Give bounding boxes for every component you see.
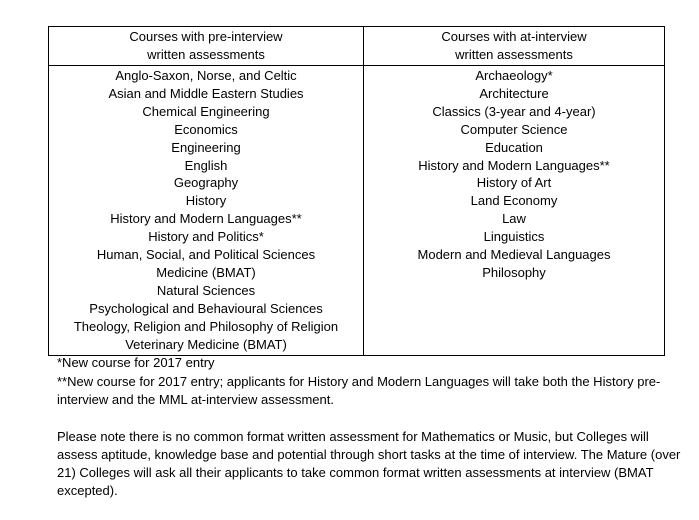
course-item: Classics (3-year and 4-year) — [432, 103, 596, 119]
course-item: History and Modern Languages** — [110, 211, 302, 227]
at-interview-header — [364, 27, 665, 66]
course-item: Veterinary Medicine (BMAT) — [125, 336, 287, 352]
course-item: Chemical Engineering — [142, 103, 270, 119]
course-item: Law — [502, 211, 526, 227]
course-item: History of Art — [476, 175, 552, 191]
course-item: English — [184, 157, 228, 173]
header-line: Courses with at-interview — [441, 29, 587, 44]
table-header-row — [49, 27, 665, 66]
course-item: Engineering — [171, 139, 241, 155]
course-item: Medicine (BMAT) — [156, 264, 256, 280]
course-item: Architecture — [479, 85, 549, 101]
course-item: Linguistics — [483, 229, 545, 245]
course-item: Theology, Religion and Philosophy of Religion — [73, 318, 339, 334]
pre-interview-course-list — [49, 66, 364, 356]
course-item: Asian and Middle Eastern Studies — [108, 85, 304, 101]
course-item: Anglo-Saxon, Norse, and Celtic — [115, 68, 297, 83]
header-line: written assessments — [455, 47, 573, 62]
course-item: History and Politics* — [148, 229, 264, 245]
at-interview-course-list — [364, 66, 665, 356]
notes-section — [57, 354, 687, 500]
course-item: Human, Social, and Political Sciences — [96, 247, 316, 263]
header-line: written assessments — [147, 47, 265, 62]
pre-interview-header — [49, 27, 364, 66]
course-item: Computer Science — [460, 121, 568, 137]
course-item: Modern and Medieval Languages — [417, 247, 611, 263]
course-item: History and Modern Languages** — [418, 157, 610, 173]
course-item: Psychological and Behavioural Sciences — [89, 300, 323, 316]
course-item: Archaeology* — [475, 68, 553, 83]
course-item: Philosophy — [482, 264, 546, 280]
assessment-note-paragraph: Please note there is no common format written assessment for Mathematics or Music, but Colleges will assess aptitude, knowledge base and potential through short tasks at the time of interview. The Mature (over 21) Colleges will ask all their applicants to take common format written assessments at interview (BMAT excepted). — [57, 429, 681, 498]
course-item: Education — [485, 139, 543, 155]
footnote-single-asterisk: *New course for 2017 entry — [57, 355, 215, 370]
footnote-double-asterisk: **New course for 2017 entry; applicants for History and Modern Languages will take both the History pre-interview and the MML at-interview assessment. — [57, 374, 661, 407]
courses-table — [48, 26, 665, 356]
course-item: Geography — [173, 175, 239, 191]
course-item: Land Economy — [470, 193, 558, 209]
table-body-row — [49, 66, 665, 356]
course-item: History — [185, 193, 227, 209]
course-item: Natural Sciences — [156, 282, 256, 298]
course-item: Economics — [174, 121, 238, 137]
header-line: Courses with pre-interview — [129, 29, 283, 44]
